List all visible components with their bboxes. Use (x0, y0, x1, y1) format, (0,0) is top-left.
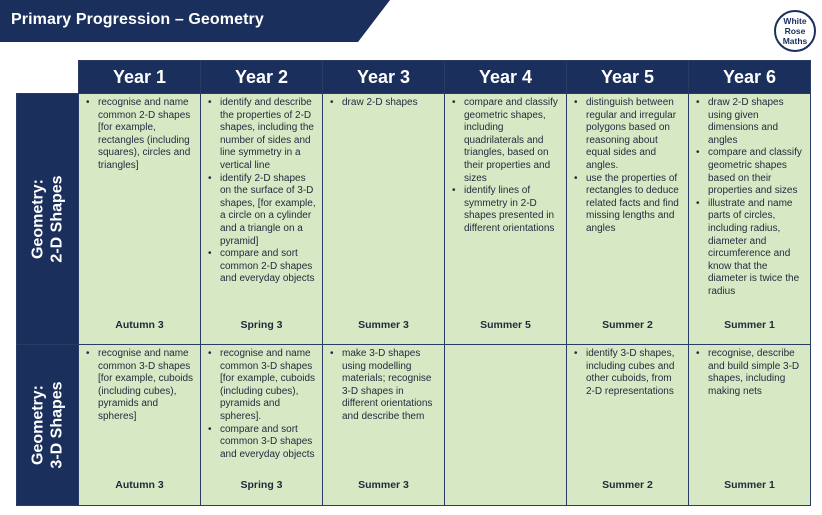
objective-item: • recognise, describe and build simple 3-D shapes, including making nets (708, 348, 804, 398)
row-header-3d-shapes (16, 344, 79, 506)
logo-line-2: Rose (784, 26, 806, 36)
progression-table (17, 61, 811, 506)
term-label: Summer 2 (602, 319, 653, 331)
year-header-3: Year 3 (322, 60, 445, 94)
objective-list (201, 94, 322, 286)
objective-list (689, 345, 810, 398)
year-header-5: Year 5 (566, 60, 689, 94)
objective-list (79, 345, 200, 424)
term-label: Summer 3 (358, 479, 409, 491)
objective-item: • recognise and name common 2-D shapes [for example, rectangles (including squares), circles and triangles] (98, 97, 194, 173)
objective-item: • draw 2-D shapes (342, 97, 438, 110)
objective-cell (200, 93, 323, 345)
objective-item: • identify and describe the properties of 2-D shapes, including the number of sides and line symmetry in a vertical line (220, 97, 316, 173)
objective-cell (566, 344, 689, 506)
row-header-line: Geometry: (29, 384, 47, 466)
objective-item: • recognise and name common 3-D shapes [for example, cuboids (including cubes), pyramids and spheres] (98, 348, 194, 424)
objective-cell (688, 344, 811, 506)
objective-list (323, 345, 444, 424)
objective-item: • compare and sort common 3-D shapes and everyday objects (220, 424, 316, 462)
objective-item: • recognise and name common 3-D shapes [for example, cuboids (including cubes), pyramids and spheres]. (220, 348, 316, 424)
year-header-2: Year 2 (200, 60, 323, 94)
term-label: Autumn 3 (115, 479, 164, 491)
objective-cell (444, 344, 567, 506)
row-header-2d-shapes (16, 93, 79, 345)
objective-cell (322, 93, 445, 345)
term-label: Summer 2 (602, 479, 653, 491)
objective-cell (444, 93, 567, 345)
objective-list (79, 94, 200, 173)
objective-item: • illustrate and name parts of circles, including radius, diameter and circumference and know that the diameter is twice the radius (708, 198, 804, 299)
objective-list (323, 94, 444, 110)
objective-list (567, 345, 688, 398)
term-label: Spring 3 (240, 319, 283, 331)
row-header-label (29, 381, 67, 468)
table-corner (16, 60, 79, 94)
objective-list (689, 94, 810, 299)
objective-cell (78, 93, 201, 345)
objective-item: • identify 3-D shapes, including cubes and other cuboids, from 2-D representations (586, 348, 682, 398)
objective-list (445, 345, 566, 348)
term-label: Summer 1 (724, 319, 775, 331)
term-label: Summer 3 (358, 319, 409, 331)
row-header-label (29, 175, 67, 262)
objective-item: • make 3-D shapes using modelling materials; recognise 3-D shapes in different orientations and describe them (342, 348, 438, 424)
objective-item: • use the properties of rectangles to deduce related facts and find missing lengths and angles (586, 173, 682, 236)
logo-line-3: Maths (782, 36, 808, 46)
term-label: Autumn 3 (115, 319, 164, 331)
objective-item: • compare and classify geometric shapes based on their properties and sizes (708, 147, 804, 197)
term-label: Summer 1 (724, 479, 775, 491)
objective-cell (200, 344, 323, 506)
objective-item: • identify 2-D shapes on the surface of 3-D shapes, [for example, a circle on a cylinder and a triangle on a pyramid] (220, 173, 316, 249)
objective-cell (322, 344, 445, 506)
term-label: Spring 3 (240, 479, 283, 491)
objective-item: • distinguish between regular and irregular polygons based on reasoning about equal sides and angles. (586, 97, 682, 173)
objective-list (201, 345, 322, 461)
objective-item: • identify lines of symmetry in 2-D shapes presented in different orientations (464, 185, 560, 235)
white-rose-maths-logo (774, 10, 816, 52)
year-header-6: Year 6 (688, 60, 811, 94)
year-header-4: Year 4 (444, 60, 567, 94)
year-header-1: Year 1 (78, 60, 201, 94)
objective-cell (566, 93, 689, 345)
objective-item: • compare and sort common 2-D shapes and everyday objects (220, 248, 316, 286)
logo-line-1: White (783, 16, 807, 26)
objective-list (567, 94, 688, 236)
term-label: Summer 5 (480, 319, 531, 331)
row-header-line: 3-D Shapes (48, 381, 66, 469)
objective-cell (78, 344, 201, 506)
objective-list (445, 94, 566, 236)
row-header-line: Geometry: (29, 178, 47, 260)
page-title: Primary Progression – Geometry (11, 11, 264, 28)
objective-item: • draw 2-D shapes using given dimensions and angles (708, 97, 804, 147)
objective-cell (688, 93, 811, 345)
row-header-line: 2-D Shapes (48, 175, 66, 263)
objective-item: • compare and classify geometric shapes, including quadrilaterals and triangles, based on their properties and sizes (464, 97, 560, 185)
